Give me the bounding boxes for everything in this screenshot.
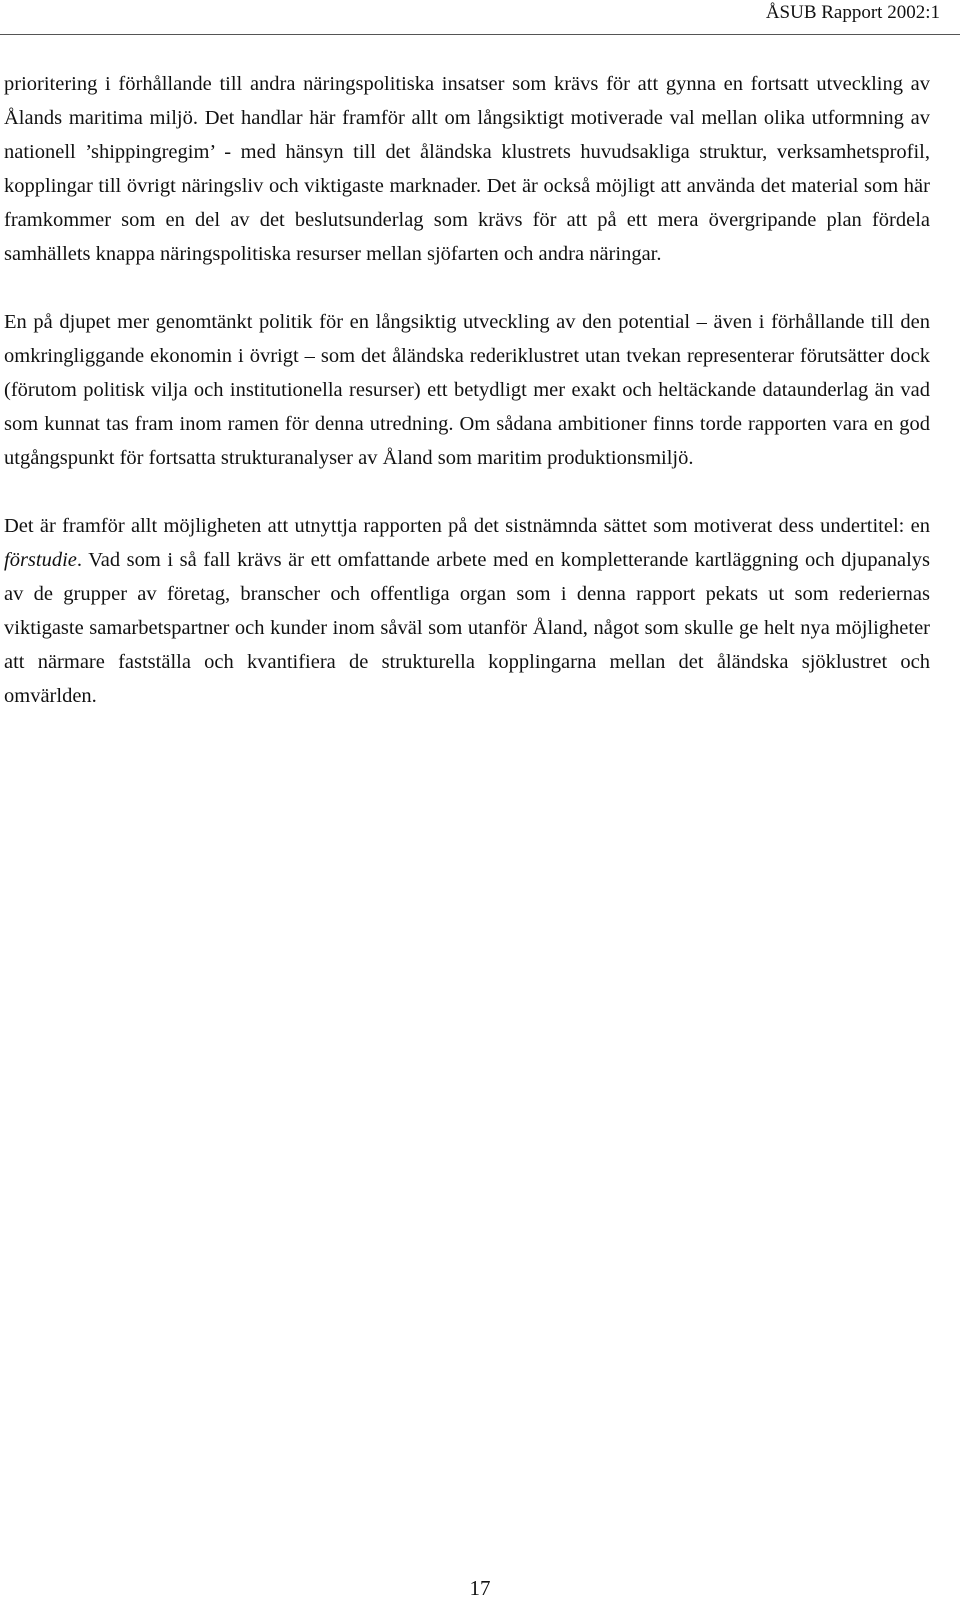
paragraph-3-start: Det är framför allt möjligheten att utnyttja rapporten på det sistnämnda sättet som motiverat dess undertitel: en (4, 515, 930, 537)
running-header (0, 0, 940, 32)
body-text (4, 67, 930, 747)
header-rule (0, 34, 960, 35)
paragraph-3-end: . Vad som i så fall krävs är ett omfattande arbete med en kompletterande kartläggning och djupanalys av de grupper av företag, branscher och offentliga organ som i denna rapport pekats ut som rederiernas viktigaste samarbetspartner och kunder inom såväl som utanför Åland, något som skulle ge helt nya möjligheter att närmare fastställa och kvantifiera de strukturella kopplingarna mellan det åländska sjöklustret och omvärlden. (4, 549, 930, 707)
paragraph-3 (4, 509, 930, 713)
paragraph-2: En på djupet mer genomtänkt politik för en långsiktig utveckling av den potential – även i förhållande till den omkringliggande ekonomin i övrigt – som det åländska rederiklustret utan tvekan representerar förutsätter dock (förutom politisk vilja och institutionella resurser) ett betydligt mer exakt och heltäckande dataunderlag än vad som kunnat tas fram inom ramen för denna utredning. Om sådana ambitioner finns torde rapporten vara en god utgångspunkt för fortsatta strukturanalyser av Åland som maritim produktionsmiljö. (4, 311, 930, 469)
emphasis-forstudie: förstudie (4, 549, 77, 571)
paragraph-1: prioritering i förhållande till andra näringspolitiska insatser som krävs för att gynna en fortsatt utveckling av Ålands maritima miljö. Det handlar här framför allt om långsiktigt motiverade val mellan olika utformning av nationell ’shippingregim’ - med hänsyn till det åländska klustrets huvudsakliga struktur, verksamhetsprofil, kopplingar till övrigt näringsliv och viktigaste marknader. Det är också möjligt att använda det material som här framkommer som en del av det beslutsunderlag som krävs för att på ett mera övergripande plan fördela samhällets knappa näringspolitiska resurser mellan sjöfarten och andra näringar. (4, 73, 930, 265)
report-title: ÅSUB Rapport 2002:1 (765, 2, 940, 23)
page-number: 17 (469, 1576, 491, 1600)
